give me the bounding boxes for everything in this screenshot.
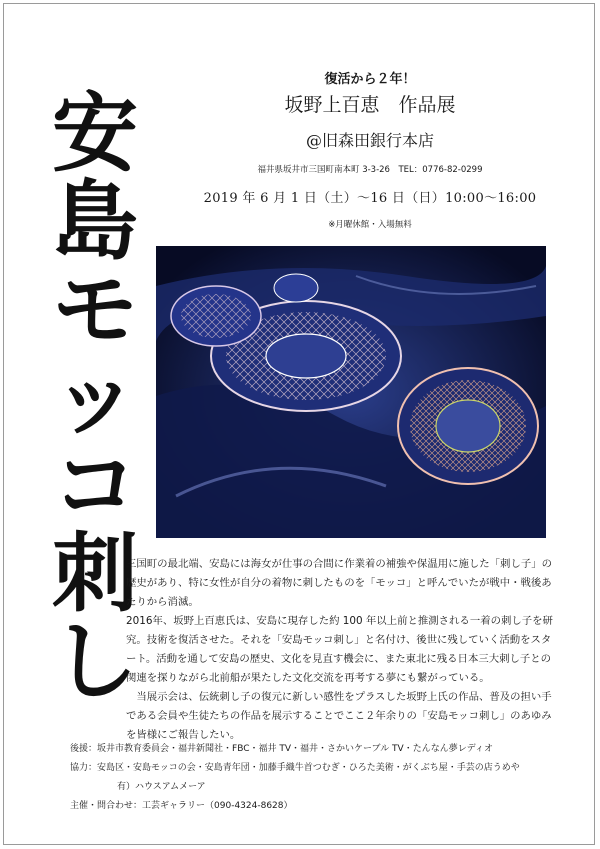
host-label: 主催・問合わせ： xyxy=(70,801,143,811)
subtitle: 復活から２年！ xyxy=(324,72,416,87)
title-char: し xyxy=(52,611,138,712)
sashiko-textile-photo xyxy=(156,246,546,538)
paragraph-revival: 2016年、坂野上百恵氏は、安島に現存した約 100 年以上前と推測される一着の刺し子を研究。技術を復活させた。それを「安島モッコ刺し」と名付け、後世に残していく活動をスタート。活動を通して安島の歴史、文化を見直す機会に、また東北に残る日本三大刺し子との関連を探りながら北前船が果たした文化交流を再考する夢にも繋がっている。 xyxy=(126,615,553,684)
host-row xyxy=(70,797,570,816)
support-row xyxy=(70,740,570,759)
cooperation-label: 協力： xyxy=(70,763,98,773)
cooperation-continued: 有）ハウスアムメーア xyxy=(117,782,206,792)
address: 福井県坂井市三国町南本町 3-3-26 TEL：0776-82-0299 xyxy=(257,165,483,175)
support-label: 後援： xyxy=(70,744,98,754)
title-char: 島 xyxy=(52,171,138,272)
title-char: モ xyxy=(52,259,138,360)
title-char: 刺 xyxy=(52,523,138,624)
title-char: コ xyxy=(52,435,138,536)
exhibition-dates: 2019 年 6 月 1 日（土）〜16 日（日）10:00〜16:00 xyxy=(203,191,537,206)
host-contact: 工芸ギャラリー（090-4324-8628） xyxy=(142,801,293,811)
cooperation-row xyxy=(70,759,570,778)
description xyxy=(126,555,556,745)
admission-notice: ※月曜休館・入場無料 xyxy=(328,220,412,230)
paragraph-history: 三国町の最北端、安島には海女が仕事の合間に作業着の補強や保温用に施した「刺し子」の歴史があり、特に女性が自分の着物に刺したものを「モッコ」と呼んでいたが戦中・戦後あたりから消滅。 xyxy=(126,558,553,608)
credits xyxy=(70,740,570,816)
exhibition-title: 坂野上百恵 作品展 xyxy=(284,94,456,116)
title-char: 安 xyxy=(52,83,138,184)
title-char: ッ xyxy=(52,347,138,448)
venue: @旧森田銀行本店 xyxy=(305,131,434,150)
paragraph-exhibition: 当展示会は、伝統刺し子の復元に新しい感性をプラスした坂野上氏の作品、普及の担い手である会員や生徒たちの作品を展示することでここ２年余りの「安島モッコ刺し」のあゆみを皆様にご報告したい。 xyxy=(126,691,552,741)
cooperation-list: 安島区・安島モッコの会・安島青年団・加藤手織牛首つむぎ・ひろた美術・がくぶち屋・手芸の店うめや xyxy=(97,763,520,773)
support-list: 坂井市教育委員会・福井新聞社・FBC・福井 TV・福井・さかいケーブル TV・たんなん夢レディオ xyxy=(97,744,493,754)
